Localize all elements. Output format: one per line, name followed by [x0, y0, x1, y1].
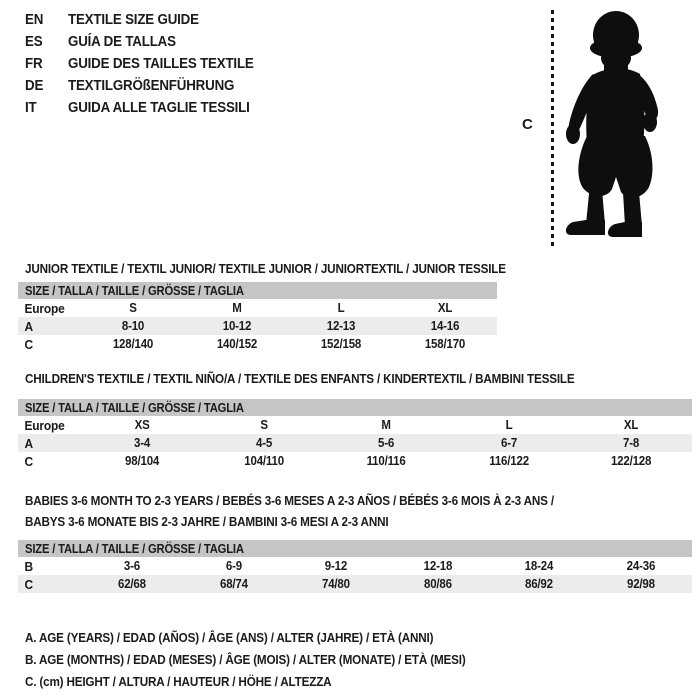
- size-header-label: SIZE / TALLA / TAILLE / GRÖSSE / TAGLIA: [25, 283, 244, 298]
- table-cell: 116/122: [488, 454, 529, 468]
- table-cell: 12-13: [326, 319, 356, 333]
- language-title: GUIDE DES TAILLES TEXTILE: [68, 56, 254, 72]
- language-title-list: [25, 9, 270, 119]
- table-cell: 86/92: [525, 577, 554, 591]
- row-label: A: [24, 318, 33, 334]
- footnote-age-years: A. AGE (YEARS) / EDAD (AÑOS) / ÂGE (ANS) / ALTER (JAHRE) / ETÀ (ANNI): [25, 629, 434, 645]
- children-size-table: [18, 399, 692, 470]
- table-cell: S: [129, 301, 137, 315]
- table-cell: M: [381, 418, 392, 432]
- table-cell: XS: [134, 418, 150, 432]
- language-row: [25, 31, 270, 53]
- row-label: C: [24, 453, 33, 469]
- legend-footnotes: [25, 626, 515, 692]
- table-cell: 12-18: [423, 559, 452, 573]
- table-cell: 68/74: [219, 577, 248, 591]
- language-row: [25, 9, 270, 31]
- size-header-bar: [18, 399, 692, 416]
- children-table-title: CHILDREN'S TEXTILE / TEXTIL NIÑO/A / TEXTILE DES ENFANTS / KINDERTEXTIL / BAMBINI TESSILE: [25, 371, 575, 386]
- language-title: GUÍA DE TALLAS: [68, 34, 176, 50]
- table-row: [18, 557, 692, 575]
- row-label: C: [24, 576, 33, 592]
- row-label: A: [24, 435, 33, 451]
- table-cell: 9-12: [324, 559, 347, 573]
- footnote-age-months: B. AGE (MONTHS) / EDAD (MESES) / ÂGE (MOIS) / ALTER (MONATE) / ETÀ (MESI): [25, 651, 466, 667]
- junior-size-table: [18, 282, 497, 353]
- language-title: TEXTILE SIZE GUIDE: [68, 12, 199, 28]
- height-measure-dashed-line: [551, 10, 554, 246]
- table-cell: L: [337, 301, 345, 315]
- table-row: [18, 299, 497, 317]
- table-cell: M: [232, 301, 242, 315]
- table-cell: L: [505, 418, 513, 432]
- table-cell: 14-16: [430, 319, 460, 333]
- table-cell: 5-6: [378, 436, 395, 450]
- table-cell: 110/116: [366, 454, 406, 468]
- table-cell: 80/86: [423, 577, 452, 591]
- size-header-label: SIZE / TALLA / TAILLE / GRÖSSE / TAGLIA: [25, 541, 244, 556]
- table-row: [18, 452, 692, 470]
- table-cell: 140/152: [216, 337, 258, 351]
- table-cell: 24-36: [626, 559, 656, 573]
- table-row: [18, 317, 497, 335]
- toddler-silhouette-icon: [557, 8, 677, 244]
- language-code: ES: [25, 34, 43, 50]
- table-cell: 3-6: [123, 559, 140, 573]
- table-cell: 62/68: [117, 577, 146, 591]
- table-cell: 6-9: [225, 559, 242, 573]
- size-header-bar: [18, 282, 497, 299]
- language-row: [25, 97, 270, 119]
- language-code: FR: [25, 56, 43, 72]
- language-title: TEXTILGRÖßENFÜHRUNG: [68, 78, 235, 94]
- size-header-label: SIZE / TALLA / TAILLE / GRÖSSE / TAGLIA: [25, 400, 244, 415]
- row-label: B: [24, 558, 33, 574]
- language-code: DE: [25, 78, 44, 94]
- table-cell: 3-4: [134, 436, 151, 450]
- table-cell: 92/98: [627, 577, 656, 591]
- table-cell: 152/158: [320, 337, 362, 351]
- table-row: [18, 434, 692, 452]
- language-code: IT: [25, 100, 37, 116]
- table-cell: S: [260, 418, 269, 432]
- table-row: [18, 335, 497, 353]
- table-cell: XL: [623, 418, 639, 432]
- table-cell: XL: [437, 301, 453, 315]
- table-row: [18, 575, 692, 593]
- size-header-bar: [18, 540, 692, 557]
- junior-table-title: JUNIOR TEXTILE / TEXTIL JUNIOR/ TEXTILE JUNIOR / JUNIORTEXTIL / JUNIOR TESSILE: [25, 261, 506, 276]
- table-cell: 104/110: [244, 454, 285, 468]
- language-row: [25, 75, 270, 97]
- language-code: EN: [25, 12, 44, 28]
- table-row: [18, 416, 692, 434]
- babies-table-title-line2: BABYS 3-6 MONATE BIS 2-3 JAHRE / BAMBINI 3-6 MESI A 2-3 ANNI: [25, 514, 389, 529]
- table-cell: 74/80: [321, 577, 350, 591]
- row-label: Europe: [24, 300, 65, 316]
- table-cell: 8-10: [121, 319, 145, 333]
- table-cell: 128/140: [112, 337, 154, 351]
- babies-table-title-line1: BABIES 3-6 MONTH TO 2-3 YEARS / BEBÉS 3-6 MESES A 2-3 AÑOS / BÉBÉS 3-6 MOIS À 2-3 ANS /: [25, 493, 554, 508]
- babies-size-table: [18, 540, 692, 593]
- table-cell: 6-7: [500, 436, 517, 450]
- row-label: C: [24, 336, 33, 352]
- table-cell: 7-8: [622, 436, 639, 450]
- language-title: GUIDA ALLE TAGLIE TESSILI: [68, 100, 250, 116]
- footnote-height-cm: C. (cm) HEIGHT / ALTURA / HAUTEUR / HÖHE / ALTEZZA: [25, 673, 332, 689]
- height-measure-label: C: [522, 116, 533, 133]
- language-row: [25, 53, 270, 75]
- row-label: Europe: [24, 417, 65, 433]
- table-cell: 10-12: [222, 319, 252, 333]
- table-cell: 98/104: [125, 454, 160, 468]
- table-cell: 4-5: [256, 436, 273, 450]
- table-cell: 18-24: [524, 559, 554, 573]
- table-cell: 158/170: [424, 337, 466, 351]
- table-cell: 122/128: [610, 454, 652, 468]
